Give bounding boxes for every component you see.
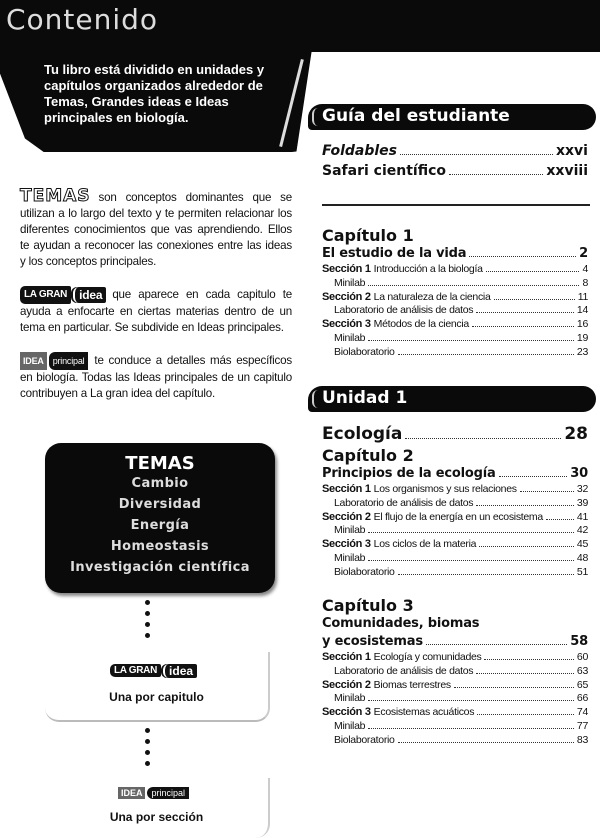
toc-page: 41 <box>576 510 588 523</box>
toc-page: 32 <box>576 483 588 495</box>
toc-row[interactable] <box>322 141 588 161</box>
chapter-label: Capítulo 2 <box>322 446 414 465</box>
toc-text: Safari científico <box>322 163 446 179</box>
section-header-unidad: Unidad 1 <box>308 386 596 412</box>
section-header-guia: Guía del estudiante <box>308 104 596 130</box>
principal-text: te conduce a detalles más específicos en biología. Todas las Ideas principales de un capitulo contribuyen a La gran idea del capítulo. <box>20 354 292 400</box>
section-number: Sección 1 <box>322 483 371 495</box>
connector-dots <box>145 728 151 772</box>
lagran-idea-logo <box>110 664 197 678</box>
toc-page: 60 <box>576 651 588 663</box>
dot-leader <box>546 519 574 520</box>
lagran-badge: LA GRAN <box>110 664 161 677</box>
dot-leader <box>398 742 574 743</box>
toc-row[interactable] <box>322 483 588 497</box>
divider <box>322 204 590 206</box>
section-number: Sección 1 <box>322 651 371 663</box>
chapter-title-line: Comunidades, biomas <box>322 616 480 631</box>
IDEA-badge: IDEA <box>20 352 47 370</box>
chapter-title-row[interactable] <box>322 465 588 483</box>
dot-leader <box>479 546 574 547</box>
toc-text: Laboratorio de análisis de datos <box>334 664 474 677</box>
toc-page: 51 <box>576 565 588 578</box>
toc-page: 39 <box>576 496 588 509</box>
toc-row[interactable] <box>322 566 588 580</box>
dot-leader <box>368 532 574 533</box>
toc-row[interactable] <box>322 552 588 566</box>
toc-text: Sección 3 Los ciclos de la materia <box>322 538 477 551</box>
toc-page: 83 <box>576 733 588 746</box>
temas-description <box>20 188 292 270</box>
section-number: Sección 1 <box>322 263 371 275</box>
principal-description <box>20 352 292 402</box>
toc-row[interactable] <box>322 524 588 538</box>
toc-page: 48 <box>576 551 588 564</box>
dot-leader <box>520 491 574 492</box>
dot-leader <box>454 687 574 688</box>
temas-text: son conceptos dominantes que se utilizan a lo largo del texto y te permiten relacionar los diferentes conocimientos que vas aprendiendo. Ellos te ayudan a reconocer las conexiones entre las ideas y los conceptos principales. <box>20 191 292 268</box>
tema-item: Energía <box>130 518 190 533</box>
toc-page: 77 <box>576 719 588 732</box>
toc-page: xxvi <box>556 143 588 159</box>
toc-text: Sección 2 Biomas terrestres <box>322 678 451 691</box>
toc-page: 19 <box>576 331 588 344</box>
toc-text: Minilab <box>334 719 366 732</box>
unit-1-title <box>322 423 588 445</box>
idea-principal-logo <box>118 787 189 799</box>
tema-item: Cambio <box>131 476 189 491</box>
idea-badge: idea <box>73 287 106 303</box>
toc-row[interactable] <box>322 161 588 181</box>
temas-logo: TEMAS <box>20 186 91 206</box>
toc-row[interactable] <box>322 304 588 318</box>
toc-text: Sección 1 Ecología y comunidades <box>322 651 482 663</box>
principal-badge: principal <box>147 787 189 799</box>
toc-row[interactable] <box>322 277 588 291</box>
tema-item: Homeostasis <box>110 539 210 554</box>
toc-row[interactable] <box>322 665 588 679</box>
dot-leader <box>499 476 568 477</box>
idea-badge: idea <box>163 664 197 678</box>
tema-item: Investigación científica <box>70 560 250 575</box>
toc-text: Principios de la ecología <box>322 466 496 481</box>
lagran-badge: LA GRAN <box>20 286 71 304</box>
lagran-box <box>45 652 270 722</box>
lagran-box-label: Una por capitulo <box>109 690 204 704</box>
section-number: Sección 3 <box>322 318 371 331</box>
toc-text: Sección 2 El flujo de la energía en un ecosistema <box>322 510 543 523</box>
toc-text: Sección 1 Introducción a la biología <box>322 263 483 275</box>
toc-row[interactable] <box>322 346 588 360</box>
dot-leader <box>368 285 579 286</box>
toc-row[interactable] <box>322 679 588 693</box>
section-number: Sección 3 <box>322 706 371 719</box>
toc-page: 14 <box>576 304 588 317</box>
toc-text: Biolaboratorio <box>334 345 395 358</box>
section-number: Sección 2 <box>322 678 371 691</box>
toc-page: 66 <box>576 692 588 705</box>
dot-leader <box>426 644 567 645</box>
principal-box-label: Una por sección <box>109 810 204 824</box>
dot-leader <box>472 326 574 327</box>
lagran-idea-logo <box>20 286 106 304</box>
toc-text: Biolaboratorio <box>334 565 395 578</box>
dot-leader <box>477 714 574 715</box>
toc-page: 63 <box>576 664 588 677</box>
toc-row[interactable] <box>322 538 588 552</box>
toc-text: Ecología <box>322 424 403 444</box>
toc-row[interactable] <box>322 263 588 277</box>
toc-text: Sección 3 Ecosistemas acuáticos <box>322 706 475 719</box>
toc-text: El estudio de la vida <box>322 246 467 261</box>
toc-page: 58 <box>570 634 588 649</box>
dot-leader <box>494 299 575 300</box>
toc-text: Laboratorio de análisis de datos <box>334 304 474 317</box>
toc-text: Minilab <box>334 331 366 344</box>
toc-page: 74 <box>576 706 588 719</box>
principal-badge: principal <box>49 352 89 370</box>
chapter-label: Capítulo 1 <box>322 226 414 245</box>
toc-row[interactable] <box>322 318 588 332</box>
dot-leader <box>476 312 574 313</box>
toc-page: 28 <box>564 424 588 444</box>
dot-leader <box>368 560 574 561</box>
page-title: Contenido <box>6 3 159 36</box>
temas-box <box>45 443 275 593</box>
dot-leader <box>368 728 574 729</box>
toc-row[interactable] <box>322 511 588 525</box>
chapter-label: Capítulo 3 <box>322 596 414 615</box>
chapter-1 <box>322 226 588 360</box>
toc-text: Minilab <box>334 551 366 564</box>
toc-page: 30 <box>570 466 588 481</box>
IDEA-badge: IDEA <box>118 787 146 799</box>
chapter-2 <box>322 446 588 580</box>
tema-item: Diversidad <box>118 497 202 512</box>
toc-text: Laboratorio de análisis de datos <box>334 496 474 509</box>
toc-page: 11 <box>577 290 588 303</box>
dot-leader <box>368 700 574 701</box>
toc-page: 8 <box>582 276 588 289</box>
toc-row[interactable] <box>322 706 588 720</box>
toc-text: Foldables <box>322 143 398 159</box>
chapter-title-row[interactable] <box>322 245 588 263</box>
lagran-text: que aparece en cada capitulo te ayuda a enfocarte en ciertas materias dentro de un tema en particular. Se subdivide en Ideas principales. <box>20 288 292 334</box>
section-number: Sección 3 <box>322 538 371 551</box>
toc-page: 2 <box>579 246 588 261</box>
dot-leader <box>398 574 574 575</box>
toc-row[interactable] <box>322 720 588 734</box>
toc-text: Minilab <box>334 276 366 289</box>
toc-page: 4 <box>582 263 588 275</box>
toc-text: Sección 3 Métodos de la ciencia <box>322 318 469 331</box>
toc-text: Minilab <box>334 692 366 705</box>
toc-row[interactable] <box>322 332 588 346</box>
toc-text: y ecosistemas <box>322 634 423 649</box>
principal-box <box>45 778 270 838</box>
connector-dots <box>145 600 151 644</box>
toc-text: Sección 1 Los organismos y sus relaciones <box>322 483 517 495</box>
toc-page: xxviii <box>546 163 588 179</box>
dot-leader <box>368 340 574 341</box>
toc-page: 65 <box>576 678 588 691</box>
toc-page: 45 <box>576 538 588 551</box>
lagran-description <box>20 286 292 336</box>
toc-page: 42 <box>576 524 588 537</box>
section-number: Sección 2 <box>322 510 371 523</box>
dot-leader <box>398 354 574 355</box>
toc-text: Sección 2 La naturaleza de la ciencia <box>322 290 491 303</box>
idea-principal-logo <box>20 352 88 370</box>
toc-row[interactable] <box>322 423 588 445</box>
toc-text: Biolaboratorio <box>334 733 395 746</box>
toc-row[interactable] <box>322 651 588 665</box>
temas-box-title: TEMAS <box>125 453 195 474</box>
dot-leader <box>476 505 574 506</box>
toc-page: 16 <box>576 318 588 331</box>
dot-leader <box>484 659 573 660</box>
intro-text: Tu libro está dividido en unidades y capítulos organizados alrededor de Temas, Grandes ideas e Ideas principales en biología. <box>44 62 265 125</box>
chapter-3 <box>322 596 588 748</box>
toc-row[interactable] <box>322 734 588 748</box>
toc-text: Minilab <box>334 524 366 537</box>
dot-leader <box>469 256 576 257</box>
chapter-title-row[interactable] <box>322 633 588 651</box>
section-number: Sección 2 <box>322 290 371 303</box>
dot-leader <box>476 673 574 674</box>
toc-row[interactable] <box>322 291 588 305</box>
toc-row[interactable] <box>322 692 588 706</box>
toc-page: 23 <box>576 345 588 358</box>
toc-row[interactable] <box>322 497 588 511</box>
guide-list <box>322 141 588 181</box>
dot-leader <box>486 271 580 272</box>
